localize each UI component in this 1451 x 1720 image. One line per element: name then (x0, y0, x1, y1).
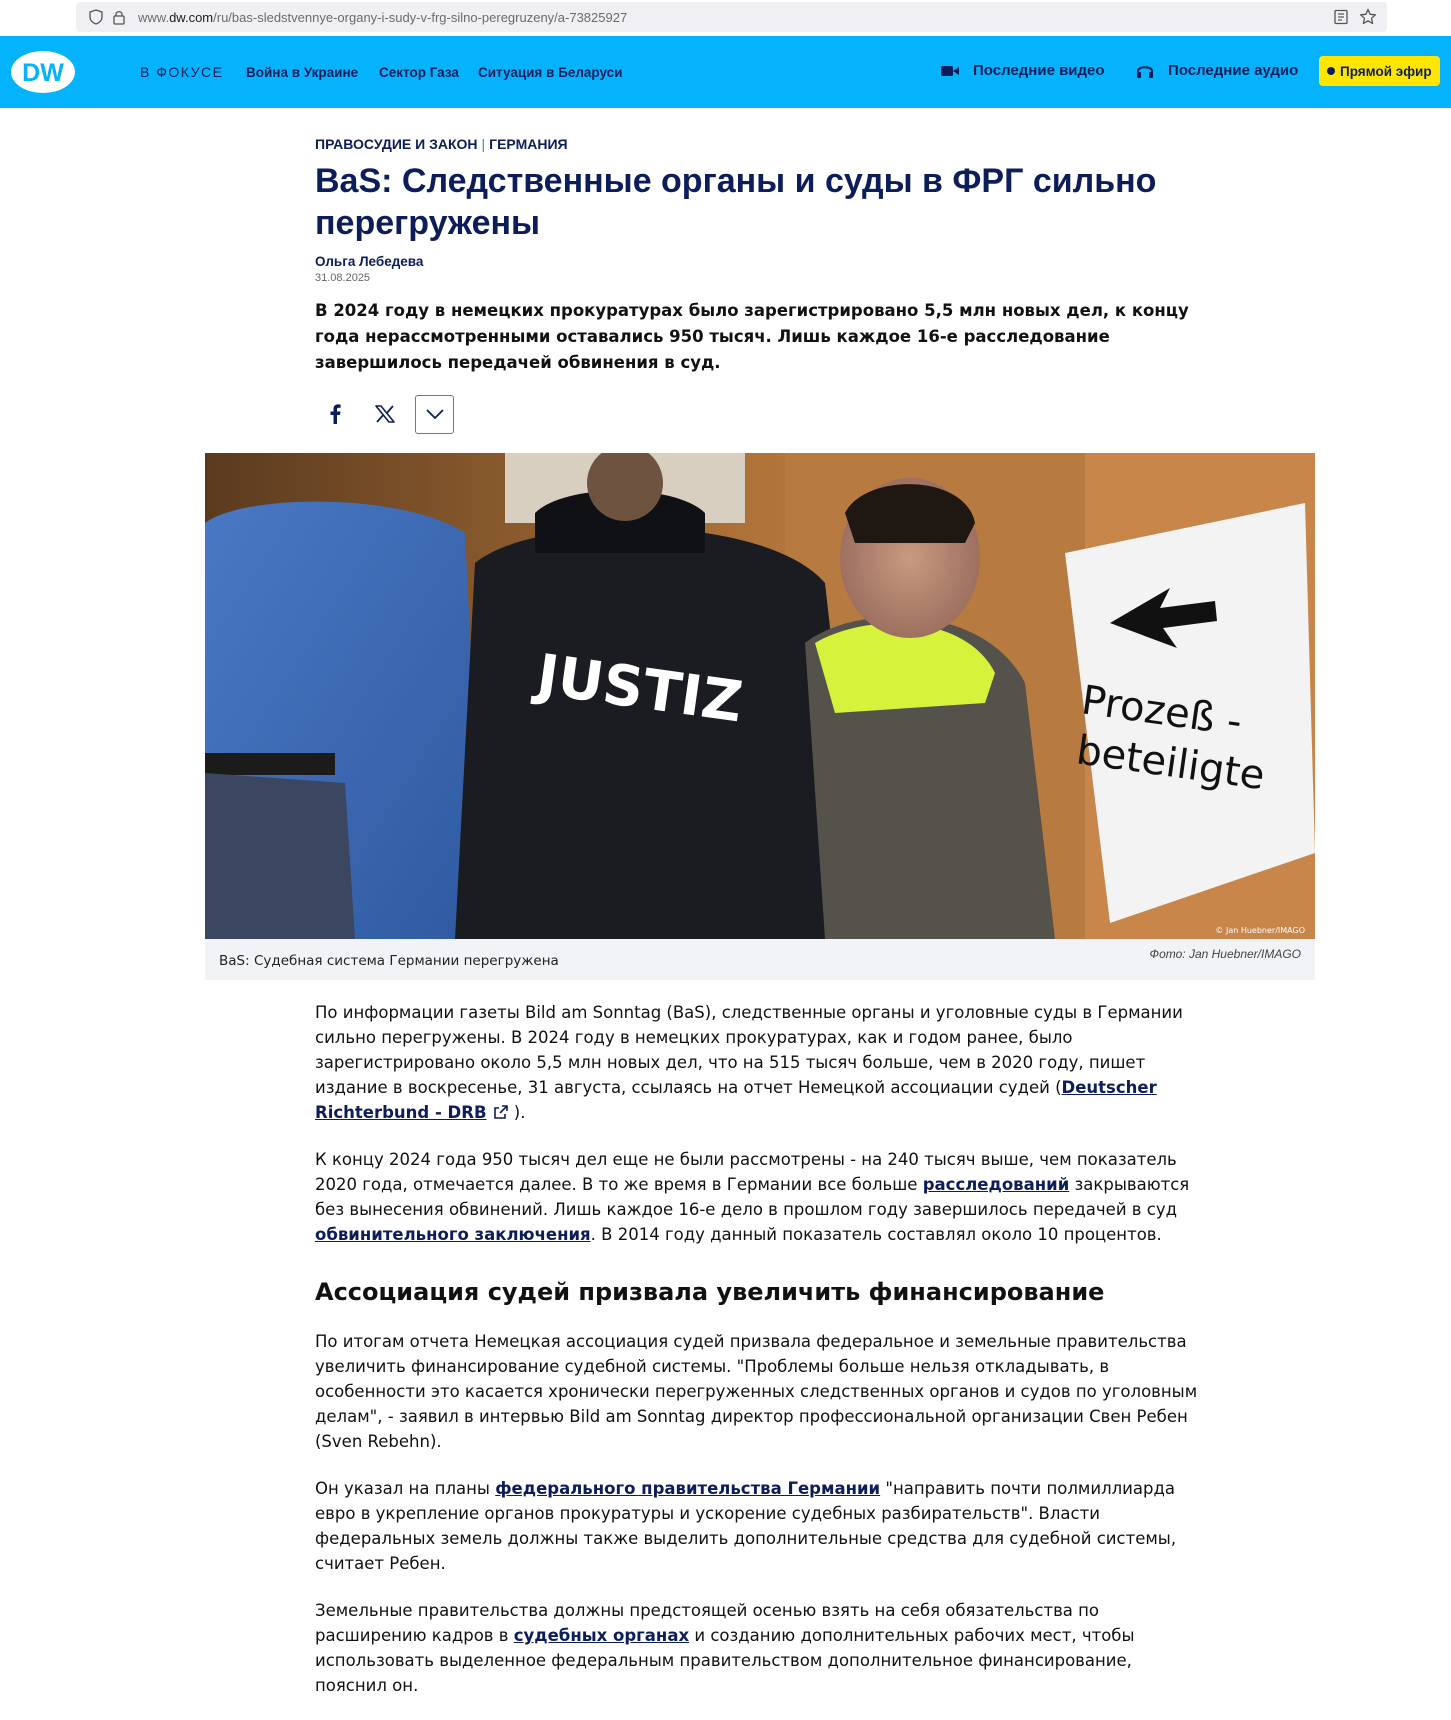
browser-toolbar (0, 0, 1451, 34)
nav-link-belarus[interactable]: Ситуация в Беларуси (478, 65, 623, 80)
sign-text-line2: beteiligte (1073, 727, 1268, 800)
paragraph-1: По информации газеты Bild am Sonntag (BaS), следственные органы и уголовные суды в Германии сильно перегружены. В 2024 году в немецких прокуратурах, как и годом ранее, было зарегистрировано около 5,5 млн новых дел, что на 515 тысяч больше, чем в 2020 году, пишет издание в воскресенье, 31 августа, ссылаясь на отчет Немецкой ассоциации судей (Deutscher Richterbund - DRB ). (315, 1003, 1183, 1122)
live-button[interactable] (1319, 56, 1440, 86)
kicker (315, 136, 568, 152)
article-photo[interactable] (205, 453, 1315, 939)
facebook-icon (329, 404, 341, 424)
paragraph-4: Он указал на планы федерального правительства Германии "направить почти полмиллиарда евро в укрепление органов прокуратуры и ускорение судебных разбирательств". Власти федеральных земель должны также выделить дополнительные средства для судебной системы, считает Ребен. (315, 1479, 1177, 1573)
author-link[interactable]: Ольга Лебедева (315, 254, 424, 269)
article-body (315, 1000, 1200, 1720)
caption-text: BaS: Судебная система Германии перегружена (219, 953, 559, 969)
latest-video-link[interactable] (941, 62, 1105, 79)
headphones-icon (1136, 63, 1154, 79)
latest-video-label: Последние видео (973, 62, 1105, 79)
article-teaser: В 2024 году в немецких прокуратурах было зарегистрировано 5,5 млн новых дел, к концу года нерассмотренными оставались 950 тысяч. Лишь каждое 16-е расследование завершилось передачей обвинения в суд. (315, 301, 1189, 372)
x-icon (375, 405, 395, 423)
x-share-button[interactable] (365, 394, 405, 434)
kicker-category-link[interactable]: ПРАВОСУДИЕ И ЗАКОН (315, 136, 478, 152)
section-heading: Ассоциация судей призвала увеличить финансирование (315, 1278, 1105, 1306)
shield-icon[interactable] (88, 9, 104, 25)
facebook-share-button[interactable] (315, 394, 355, 434)
article-headline: BaS: Следственные органы и суды в ФРГ сильно перегружены (315, 162, 1157, 242)
photo-caption (205, 939, 1315, 980)
kicker-separator: | (481, 136, 486, 152)
link-federal-government[interactable]: федерального правительства Германии (495, 1479, 881, 1498)
link-investigations[interactable]: расследований (922, 1175, 1070, 1194)
svg-text:DW: DW (22, 59, 64, 87)
chevron-down-icon (425, 408, 445, 420)
more-share-options-button[interactable] (415, 395, 454, 434)
reader-view-icon[interactable] (1333, 9, 1349, 25)
photo-watermark: © Jan Huebner/IMAGO (1215, 926, 1305, 935)
latest-audio-link[interactable] (1136, 62, 1298, 79)
vest-text: JUSTIZ (533, 642, 747, 736)
paragraph-2: К концу 2024 года 950 тысяч дел еще не были рассмотрены - на 240 тысяч выше, чем показатель 2020 года, отмечается далее. В то же время в Германии все больше расследований закрываются без вынесения обвинений. Лишь каждое 16-е дело в прошлом году завершилось передачей в суд обвинительного заключения. В 2014 году данный показатель составлял около 10 процентов. (315, 1150, 1190, 1244)
nav-link-ukraine[interactable]: Война в Украине (246, 65, 359, 80)
publish-date: 31.08.2025 (315, 272, 371, 284)
link-deutscher-richterbund[interactable]: Deutscher Richterbund - DRB (315, 1078, 1157, 1122)
nav-link-gaza[interactable]: Сектор Газа (379, 65, 459, 80)
sign-text-line1: Prozeß - (1078, 677, 1245, 746)
live-dot-icon (1327, 67, 1335, 75)
external-link-icon (493, 1104, 509, 1120)
share-bar (315, 394, 454, 434)
dw-logo[interactable] (10, 50, 76, 94)
kicker-region-link[interactable]: ГЕРМАНИЯ (489, 136, 568, 152)
photo-credit: Фото: Jan Huebner/IMAGO (1149, 947, 1301, 961)
focus-label: В ФОКУСЕ (140, 64, 224, 80)
paragraph-5: Земельные правительства должны предстоящей осенью взять на себя обязательства по расширению кадров в судебных органах и созданию дополнительных рабочих мест, чтобы использовать выделенное федеральным правительством дополнительное финансирование, пояснил он. (315, 1601, 1135, 1695)
live-label: Прямой эфир (1340, 63, 1432, 79)
bookmark-star-icon[interactable] (1359, 8, 1377, 26)
url-text[interactable]: www.dw.com/ru/bas-sledstvennye-organy-i-sudy-v-frg-silno-peregruzeny/a-73825927 (138, 10, 628, 25)
lock-icon[interactable] (112, 9, 126, 25)
video-camera-icon (941, 64, 959, 78)
link-judicial-bodies[interactable]: судебных органах (513, 1626, 690, 1645)
link-indictment[interactable]: обвинительного заключения (315, 1225, 591, 1244)
paragraph-3: По итогам отчета Немецкая ассоциация судей призвала федеральное и земельные правительства увеличить финансирование судебной системы. "Проблемы больше нельзя откладывать, в особенности это касается хронически перегруженных следственных органов и судов по уголовным делам", - заявил в интервью Bild am Sonntag директор профессиональной организации Свен Ребен (Sven Rebehn). (315, 1332, 1198, 1451)
site-header (0, 36, 1451, 108)
address-bar[interactable] (76, 2, 1387, 32)
photo-illustration (205, 453, 1315, 939)
latest-audio-label: Последние аудио (1168, 62, 1299, 79)
